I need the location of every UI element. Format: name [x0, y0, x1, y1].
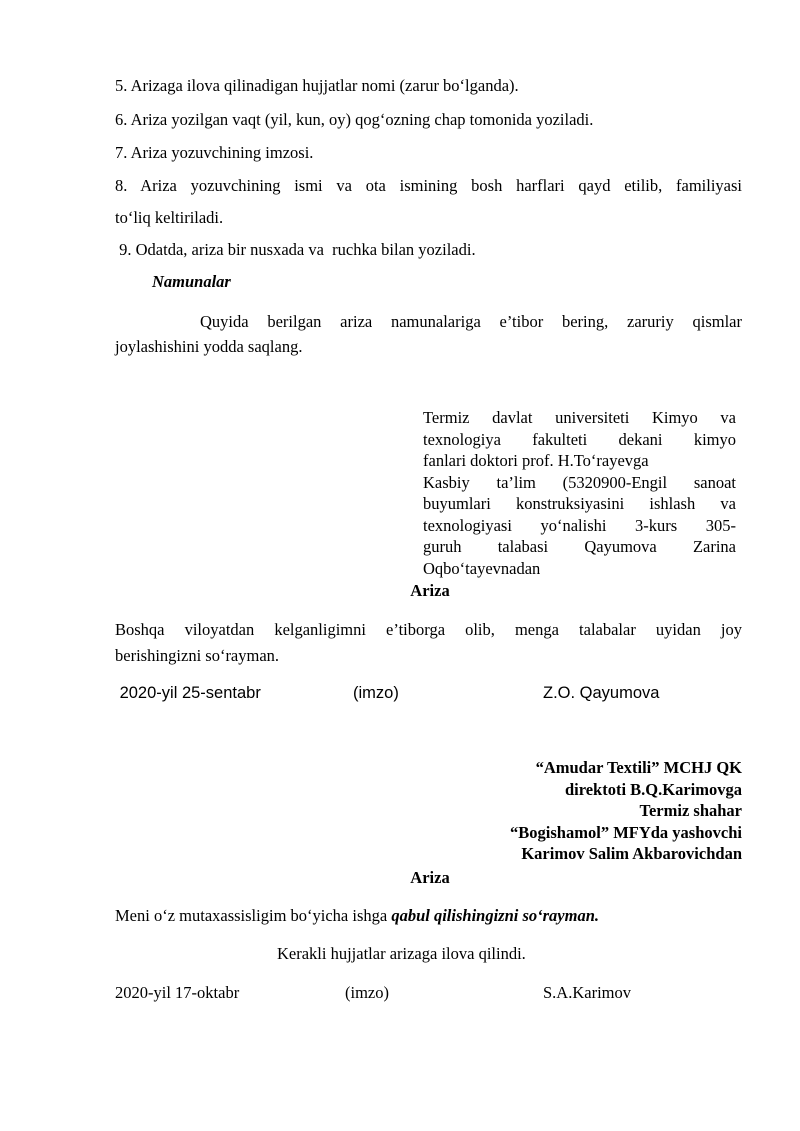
sample2-addressee	[382, 757, 742, 865]
sample1-title: Ariza	[410, 581, 450, 600]
sample2-addressee-line: “Bogishamol” MFYda yashovchi	[510, 822, 742, 842]
sample1-addressee-line: guruh talabasi Qayumova Zarina	[423, 537, 736, 556]
sample1-addressee	[423, 407, 736, 579]
sample2-attachment-note: Kerakli hujjatlar arizaga ilova qilindi.	[277, 944, 526, 963]
sample2-addressee-line: “Amudar Textili” MCHJ QK	[535, 758, 742, 777]
sample1-date: 2020-yil 25-sentabr	[115, 684, 261, 702]
sample1-signature: (imzo)	[353, 684, 399, 702]
sample2-body-emphasis: qabul qilishingizni so‘rayman.	[391, 906, 600, 925]
list-item-8-line-1: 8. Ariza yozuvchining ismi va ota ismining bosh harflari qayd etilib, familiyasi	[115, 176, 742, 195]
sample1-addressee-line: texnologiyasi yo‘nalishi 3-kurs 305-	[423, 515, 736, 535]
sample1-body-line-1: Boshqa viloyatdan kelganligimni e’tiborga olib, menga talabalar uyidan joy	[115, 620, 742, 639]
sample2-title: Ariza	[410, 868, 450, 887]
sample1-addressee-line: Termiz davlat universiteti Kimyo va	[423, 408, 736, 427]
sample2-body-text: Meni o‘z mutaxassisligim bo‘yicha ishga	[115, 906, 392, 925]
sample2-addressee-line: Karimov Salim Akbarovichdan	[521, 844, 742, 864]
samples-intro-line-2: joylashishini yodda saqlang.	[115, 337, 303, 356]
sample2-body	[115, 906, 742, 926]
samples-heading: Namunalar	[152, 272, 231, 291]
sample1-addressee-line: Kasbiy ta’lim (5320900-Engil sanoat	[423, 472, 736, 492]
sample2-addressee-line: Termiz shahar	[639, 801, 742, 821]
list-item-9: 9. Odatda, ariza bir nusxada va ruchka bilan yoziladi.	[115, 240, 476, 259]
list-item-5: 5. Arizaga ilova qilinadigan hujjatlar nomi (zarur bo‘lganda).	[115, 76, 519, 95]
sample1-addressee-line: buyumlari konstruksiyasini ishlash va	[423, 494, 736, 513]
sample2-date: 2020-yil 17-oktabr	[115, 983, 240, 1002]
sample1-body-line-2: berishingizni so‘rayman.	[115, 646, 280, 665]
sample2-name: S.A.Karimov	[543, 983, 631, 1002]
list-item-8-line-2: to‘liq keltiriladi.	[115, 208, 224, 227]
sample1-addressee-line: fanlari doktori prof. H.To‘rayevga	[423, 451, 649, 470]
sample2-signature: (imzo)	[345, 983, 389, 1002]
sample1-name: Z.O. Qayumova	[543, 684, 660, 702]
sample1-addressee-line: Oqbo‘tayevnadan	[423, 558, 541, 578]
list-item-7: 7. Ariza yozuvchining imzosi.	[115, 143, 314, 162]
samples-intro-line-1: Quyida berilgan ariza namunalariga e’tibor bering, zaruriy qismlar	[200, 312, 742, 331]
sample1-addressee-line: texnologiya fakulteti dekani kimyo	[423, 429, 736, 449]
sample2-addressee-line: direktoti B.Q.Karimovga	[564, 779, 742, 799]
list-item-6: 6. Ariza yozilgan vaqt (yil, kun, oy) qog‘ozning chap tomonida yoziladi.	[115, 110, 594, 129]
